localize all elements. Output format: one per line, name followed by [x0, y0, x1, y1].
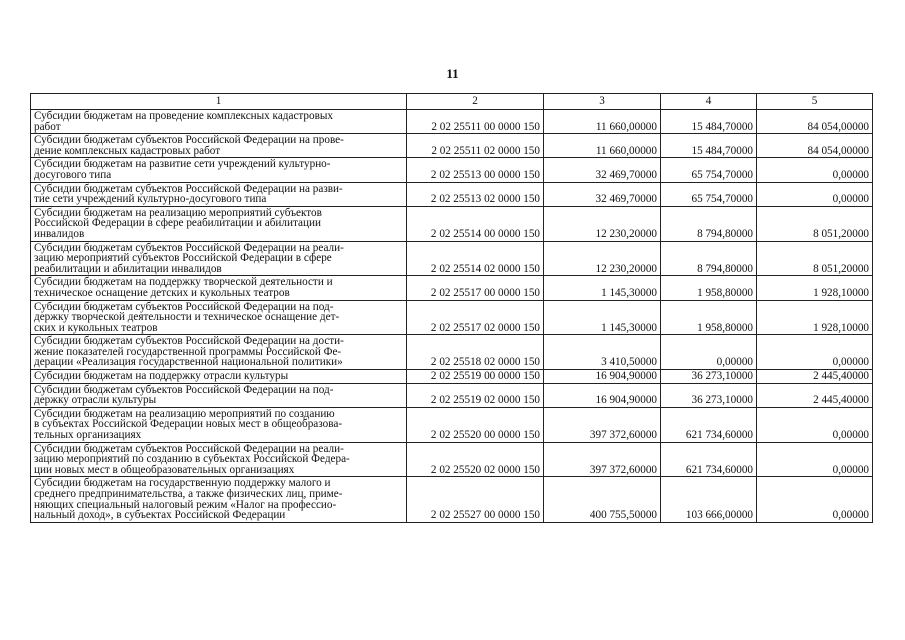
- table-row: [31, 110, 873, 134]
- table-row: [31, 182, 873, 206]
- value-cell-year3: 84 054,00000: [757, 110, 873, 134]
- description-line: инвалидов: [34, 227, 85, 240]
- description-line: зацию мероприятий по созданию в субъектах Российской Федера-: [34, 453, 350, 466]
- table-row: [31, 407, 873, 442]
- description-line: ских и кукольных театров: [34, 321, 158, 334]
- header-row: [31, 94, 873, 110]
- column-header: 3: [544, 94, 661, 110]
- value-cell-year2: 621 734,60000: [661, 442, 757, 477]
- value-cell-year3: 0,00000: [757, 407, 873, 442]
- table-row: [31, 134, 873, 158]
- code-cell: 2 02 25519 02 0000 150: [407, 383, 544, 407]
- value-cell-year2: 1 958,80000: [661, 300, 757, 335]
- value-cell-year3: 0,00000: [757, 182, 873, 206]
- table-row: [31, 158, 873, 182]
- description-line: тельных организациях: [34, 429, 142, 442]
- table-row: [31, 442, 873, 477]
- page-number: 11: [446, 66, 459, 81]
- description-line: в субъектах Российской Федерации новых мест в общеобразова-: [34, 418, 343, 431]
- code-cell: 2 02 25517 02 0000 150: [407, 300, 544, 335]
- table-row: [31, 335, 873, 370]
- value-cell-year1: 397 372,60000: [544, 442, 661, 477]
- value-cell-year1: 1 145,30000: [544, 300, 661, 335]
- value-cell-year2: 15 484,70000: [661, 134, 757, 158]
- value-cell-year2: 36 273,10000: [661, 383, 757, 407]
- value-cell-year2: 621 734,60000: [661, 407, 757, 442]
- value-cell-year1: 11 660,00000: [544, 110, 661, 134]
- description-cell: [31, 407, 407, 442]
- value-cell-year3: 0,00000: [757, 335, 873, 370]
- value-cell-year2: 0,00000: [661, 335, 757, 370]
- value-cell-year2: 8 794,80000: [661, 206, 757, 241]
- description-line: Субсидии бюджетам на развитие сети учреждений культурно-: [34, 158, 331, 171]
- description-line: держку отрасли культуры: [34, 394, 157, 407]
- value-cell-year2: 65 754,70000: [661, 158, 757, 182]
- description-line: реабилитации и абилитации инвалидов: [34, 262, 222, 275]
- value-cell-year1: 12 230,20000: [544, 206, 661, 241]
- description-cell: [31, 335, 407, 370]
- description-line: досугового типа: [34, 168, 112, 181]
- description-cell: [31, 370, 407, 384]
- table-row: [31, 206, 873, 241]
- value-cell-year1: 16 904,90000: [544, 370, 661, 384]
- value-cell-year1: 32 469,70000: [544, 158, 661, 182]
- code-cell: 2 02 25520 00 0000 150: [407, 407, 544, 442]
- table-row: [31, 300, 873, 335]
- code-cell: 2 02 25511 02 0000 150: [407, 134, 544, 158]
- value-cell-year2: 1 958,80000: [661, 276, 757, 300]
- description-line: ции новых мест в общеобразовательных организациях: [34, 463, 295, 476]
- code-cell: 2 02 25513 02 0000 150: [407, 182, 544, 206]
- description-line: Субсидии бюджетам на реализацию мероприятий субъектов: [34, 206, 322, 219]
- description-line: Субсидии бюджетам субъектов Российской Федерации на дости-: [34, 335, 344, 348]
- code-cell: 2 02 25520 02 0000 150: [407, 442, 544, 477]
- column-header: 4: [661, 94, 757, 110]
- table-row: [31, 383, 873, 407]
- value-cell-year1: 12 230,20000: [544, 241, 661, 276]
- description-cell: [31, 442, 407, 477]
- value-cell-year3: 1 928,10000: [757, 276, 873, 300]
- description-line: Российской Федерации в сфере реабилитации и абилитации: [34, 217, 321, 230]
- description-line: Субсидии бюджетам субъектов Российской Федерации на прове-: [34, 134, 344, 147]
- value-cell-year1: 397 372,60000: [544, 407, 661, 442]
- description-cell: [31, 182, 407, 206]
- description-line: няющих специальный налоговый режим «Налог на профессио-: [34, 498, 337, 511]
- code-cell: 2 02 25518 02 0000 150: [407, 335, 544, 370]
- value-cell-year1: 400 755,50000: [544, 477, 661, 522]
- value-cell-year2: 15 484,70000: [661, 110, 757, 134]
- budget-table: [30, 93, 873, 523]
- description-line: жение показателей государственной программы Российской Фе-: [34, 345, 342, 358]
- description-line: Субсидии бюджетам субъектов Российской Федерации на разви-: [34, 182, 343, 195]
- description-line: нальный доход», в субъектах Российской Федерации: [34, 509, 286, 522]
- code-cell: 2 02 25511 00 0000 150: [407, 110, 544, 134]
- description-line: дерации «Реализация государственной национальной политики»: [34, 356, 343, 369]
- code-cell: 2 02 25514 00 0000 150: [407, 206, 544, 241]
- code-cell: 2 02 25514 02 0000 150: [407, 241, 544, 276]
- description-line: Субсидии бюджетам субъектов Российской Федерации на под-: [34, 383, 334, 396]
- table-row: [31, 276, 873, 300]
- value-cell-year3: 2 445,40000: [757, 383, 873, 407]
- column-header: 1: [31, 94, 407, 110]
- code-cell: 2 02 25519 00 0000 150: [407, 370, 544, 384]
- description-line: Субсидии бюджетам субъектов Российской Федерации на реали-: [34, 442, 344, 455]
- value-cell-year3: 1 928,10000: [757, 300, 873, 335]
- value-cell-year3: 2 445,40000: [757, 370, 873, 384]
- value-cell-year2: 8 794,80000: [661, 241, 757, 276]
- value-cell-year1: 3 410,50000: [544, 335, 661, 370]
- description-cell: [31, 134, 407, 158]
- value-cell-year2: 36 273,10000: [661, 370, 757, 384]
- description-line: держку творческой деятельности и техническое оснащение дет-: [34, 311, 340, 324]
- value-cell-year3: 84 054,00000: [757, 134, 873, 158]
- code-cell: 2 02 25527 00 0000 150: [407, 477, 544, 522]
- value-cell-year2: 103 666,00000: [661, 477, 757, 522]
- table-row: [31, 477, 873, 522]
- table-row: [31, 370, 873, 384]
- description-line: тие сети учреждений культурно-досугового типа: [34, 193, 267, 206]
- description-cell: [31, 477, 407, 522]
- description-cell: [31, 241, 407, 276]
- column-header: 2: [407, 94, 544, 110]
- description-line: Субсидии бюджетам на реализацию мероприятий по созданию: [34, 407, 335, 420]
- description-cell: [31, 383, 407, 407]
- description-line: среднего предпринимательства, а также физических лиц, приме-: [34, 488, 343, 500]
- value-cell-year1: 1 145,30000: [544, 276, 661, 300]
- description-cell: [31, 276, 407, 300]
- value-cell-year3: 0,00000: [757, 158, 873, 182]
- description-line: дение комплексных кадастровых работ: [34, 144, 221, 157]
- code-cell: 2 02 25513 00 0000 150: [407, 158, 544, 182]
- description-line: работ: [34, 120, 61, 133]
- value-cell-year3: 0,00000: [757, 477, 873, 522]
- code-cell: 2 02 25517 00 0000 150: [407, 276, 544, 300]
- description-line: зацию мероприятий субъектов Российской Федерации в сфере: [34, 252, 332, 265]
- description-line: Субсидии бюджетам субъектов Российской Федерации на под-: [34, 300, 334, 313]
- description-cell: [31, 158, 407, 182]
- value-cell-year3: 0,00000: [757, 442, 873, 477]
- description-line: техническое оснащение детских и кукольных театров: [34, 286, 290, 299]
- description-line: Субсидии бюджетам субъектов Российской Федерации на реали-: [34, 241, 344, 254]
- description-line: Субсидии бюджетам на поддержку творческой деятельности и: [34, 276, 333, 289]
- description-cell: [31, 206, 407, 241]
- value-cell-year1: 32 469,70000: [544, 182, 661, 206]
- description-line: Субсидии бюджетам на поддержку отрасли культуры: [34, 370, 289, 383]
- description-cell: [31, 110, 407, 134]
- description-line: Субсидии бюджетам на проведение комплексных кадастровых: [34, 110, 334, 122]
- description-cell: [31, 300, 407, 335]
- value-cell-year3: 8 051,20000: [757, 241, 873, 276]
- table-row: [31, 241, 873, 276]
- value-cell-year3: 8 051,20000: [757, 206, 873, 241]
- value-cell-year1: 11 660,00000: [544, 134, 661, 158]
- value-cell-year1: 16 904,90000: [544, 383, 661, 407]
- value-cell-year2: 65 754,70000: [661, 182, 757, 206]
- column-header: 5: [757, 94, 873, 110]
- description-line: Субсидии бюджетам на государственную поддержку малого и: [34, 477, 331, 490]
